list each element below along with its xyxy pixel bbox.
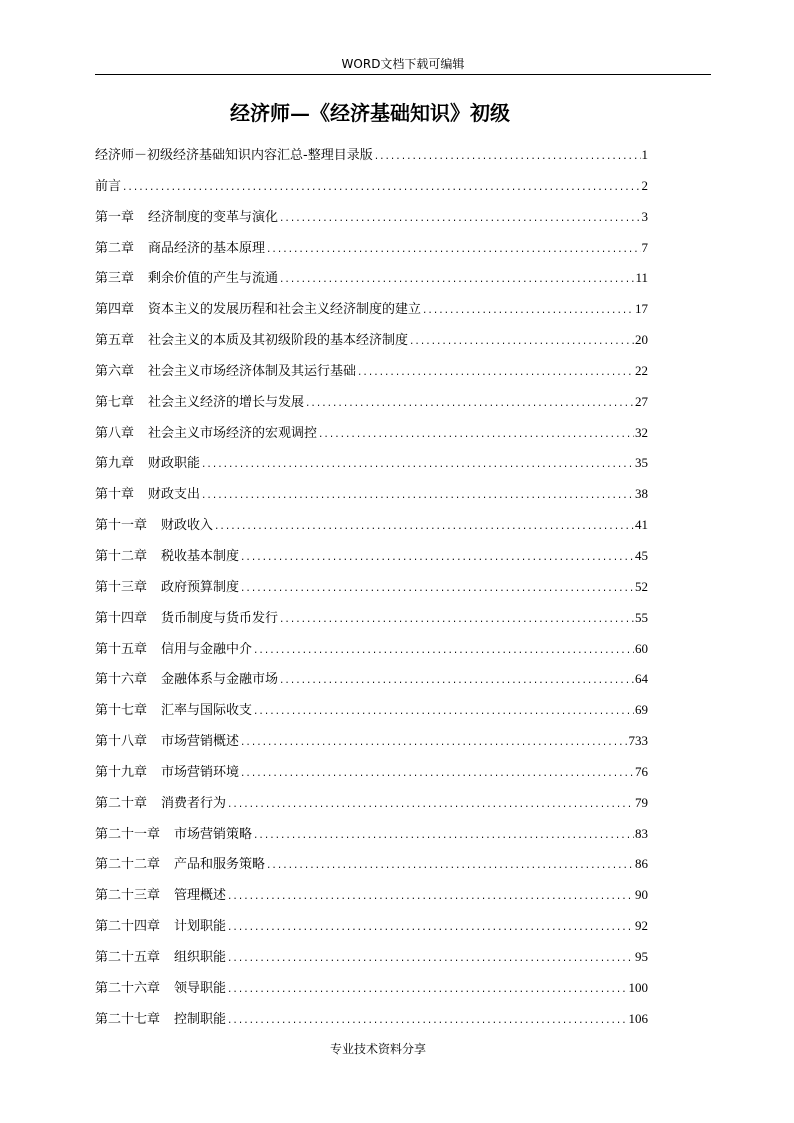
toc-entry[interactable] (95, 297, 648, 328)
toc-entry[interactable] (95, 760, 648, 791)
toc-dot-leader (227, 947, 634, 971)
toc-entry[interactable] (95, 205, 648, 236)
toc-entry-title: 税收基本制度 (161, 548, 240, 564)
toc-chapter-number: 第二十章 (95, 795, 148, 811)
toc-dot-leader (409, 330, 634, 354)
toc-page-number: 11 (635, 270, 648, 286)
toc-dot-leader (279, 268, 634, 292)
toc-page-number: 35 (635, 455, 648, 471)
toc-entry-title: 经济师－初级经济基础知识内容汇总-整理目录版 (95, 148, 373, 163)
toc-page-number: 32 (635, 424, 648, 440)
toc-page-number: 41 (635, 517, 648, 533)
toc-page-number: 86 (635, 856, 648, 872)
toc-dot-leader (279, 207, 640, 231)
toc-dot-leader (240, 577, 634, 601)
toc-dot-leader (374, 145, 641, 169)
toc-dot-leader (240, 731, 627, 755)
toc-chapter-number: 第三章 (95, 271, 135, 287)
toc-chapter-number: 第十七章 (95, 703, 148, 719)
toc-entry-title: 剩余价值的产生与流通 (148, 271, 279, 287)
toc-entry[interactable] (95, 266, 648, 297)
toc-entry-title: 货币制度与货币发行 (161, 610, 279, 626)
toc-dot-leader (240, 546, 634, 570)
toc-dot-leader (266, 854, 634, 878)
toc-entry-title: 社会主义的本质及其初级阶段的基本经济制度 (148, 333, 409, 349)
toc-entry[interactable] (95, 451, 648, 482)
toc-chapter-number: 第四章 (95, 302, 135, 318)
toc-page-number: 106 (628, 1010, 648, 1026)
toc-page-number: 90 (635, 887, 648, 903)
toc-chapter-number: 第五章 (95, 333, 135, 349)
toc-chapter-number: 第十九章 (95, 764, 148, 780)
toc-page-number: 45 (635, 547, 648, 563)
toc-entry[interactable] (95, 390, 648, 421)
toc-entry-title: 管理概述 (174, 888, 227, 904)
toc-page-number: 27 (635, 393, 648, 409)
toc-entry[interactable] (95, 482, 648, 513)
toc-chapter-number: 第十六章 (95, 672, 148, 688)
toc-entry-title: 社会主义市场经济的宏观调控 (148, 425, 318, 441)
header-divider (95, 74, 711, 75)
toc-page-number: 733 (628, 733, 648, 749)
toc-entry-title: 市场营销环境 (161, 764, 240, 780)
toc-dot-leader (357, 361, 634, 385)
toc-chapter-number: 第十一章 (95, 518, 148, 534)
toc-page-number: 60 (635, 640, 648, 656)
toc-chapter-number: 第二十六章 (95, 980, 161, 996)
toc-chapter-number: 第二章 (95, 240, 135, 256)
toc-page-number: 100 (628, 979, 648, 995)
toc-chapter-number: 第十四章 (95, 610, 148, 626)
toc-page-number: 38 (635, 486, 648, 502)
toc-chapter-number: 第十八章 (95, 734, 148, 750)
toc-entry[interactable] (95, 328, 648, 359)
toc-page-number: 95 (635, 948, 648, 964)
toc-dot-leader (253, 639, 634, 663)
toc-chapter-number: 第二十一章 (95, 826, 161, 842)
toc-entry[interactable] (95, 883, 648, 914)
toc-page-number: 52 (635, 578, 648, 594)
toc-entry-title: 市场营销概述 (161, 734, 240, 750)
toc-chapter-number: 第二十二章 (95, 857, 161, 873)
toc-page-number: 92 (635, 918, 648, 934)
toc-chapter-number: 第二十五章 (95, 949, 161, 965)
toc-entry-title: 财政支出 (148, 487, 201, 503)
toc-dot-leader (240, 762, 634, 786)
toc-chapter-number: 第八章 (95, 425, 135, 441)
toc-chapter-number: 第十三章 (95, 579, 148, 595)
toc-dot-leader (201, 453, 634, 477)
toc-chapter-number: 第二十七章 (95, 1011, 161, 1027)
toc-entry-title: 组织职能 (174, 949, 227, 965)
toc-dot-leader (279, 669, 634, 693)
toc-dot-leader (305, 392, 634, 416)
toc-page-number: 55 (635, 609, 648, 625)
toc-entry[interactable] (95, 513, 648, 544)
toc-dot-leader (227, 1009, 627, 1033)
toc-entry[interactable] (95, 575, 648, 606)
toc-chapter-number: 第十五章 (95, 641, 148, 657)
toc-entry-title: 前言 (95, 178, 122, 194)
toc-entry-title: 财政职能 (148, 456, 201, 472)
toc-entry[interactable] (95, 236, 648, 267)
toc-dot-leader (318, 423, 634, 447)
toc-entry[interactable] (95, 976, 648, 1007)
toc-page-number: 17 (635, 301, 648, 317)
toc-entry-title: 社会主义经济的增长与发展 (148, 394, 305, 410)
toc-entry[interactable] (95, 544, 648, 575)
toc-entry[interactable] (95, 822, 648, 853)
toc-entry[interactable] (95, 914, 648, 945)
toc-page-number: 83 (635, 825, 648, 841)
toc-chapter-number: 第二十四章 (95, 919, 161, 935)
toc-entry[interactable] (95, 359, 648, 390)
toc-page-number: 64 (635, 671, 648, 687)
toc-entry[interactable] (95, 945, 648, 976)
table-of-contents (95, 143, 648, 1037)
toc-entry[interactable] (95, 667, 648, 698)
toc-entry-title: 控制职能 (174, 1011, 227, 1027)
toc-entry[interactable] (95, 606, 648, 637)
toc-dot-leader (279, 608, 634, 632)
toc-page-number: 7 (641, 239, 648, 255)
toc-entry[interactable] (95, 637, 648, 668)
toc-page-number: 20 (635, 332, 648, 348)
toc-page-number: 76 (635, 763, 648, 779)
toc-page-number: 3 (641, 208, 648, 224)
toc-page-number: 22 (635, 362, 648, 378)
toc-dot-leader (227, 916, 634, 940)
toc-entry-title: 市场营销策略 (174, 826, 253, 842)
toc-dot-leader (227, 885, 634, 909)
toc-dot-leader (227, 978, 627, 1002)
toc-entry-title: 产品和服务策略 (174, 857, 266, 873)
toc-entry-title: 财政收入 (161, 518, 214, 534)
toc-dot-leader (253, 824, 634, 848)
toc-entry-title: 计划职能 (174, 919, 227, 935)
page-header: WORD文档下载可编辑 (341, 57, 465, 71)
toc-entry-title: 汇率与国际收支 (161, 703, 253, 719)
toc-chapter-number: 第二十三章 (95, 888, 161, 904)
toc-entry[interactable] (95, 421, 648, 452)
toc-page-number: 2 (641, 177, 648, 193)
toc-chapter-number: 第九章 (95, 456, 135, 472)
page-footer: 专业技术资料分享 (329, 1042, 426, 1056)
toc-entry-title: 资本主义的发展历程和社会主义经济制度的建立 (148, 302, 422, 318)
toc-entry[interactable] (95, 1007, 648, 1038)
toc-entry-title: 商品经济的基本原理 (148, 240, 266, 256)
toc-entry-title: 金融体系与金融市场 (161, 672, 279, 688)
document-title: 经济师—《经济基础知识》初级 (230, 101, 510, 125)
toc-entry-title: 领导职能 (174, 980, 227, 996)
toc-dot-leader (214, 515, 634, 539)
toc-entry[interactable] (95, 791, 648, 822)
toc-entry-title: 经济制度的变革与演化 (148, 209, 279, 225)
toc-entry-title: 消费者行为 (161, 795, 227, 811)
toc-entry[interactable] (95, 698, 648, 729)
toc-page-number: 79 (635, 794, 648, 810)
toc-entry[interactable] (95, 174, 648, 205)
toc-chapter-number: 第十章 (95, 487, 135, 503)
toc-entry[interactable] (95, 143, 648, 174)
toc-chapter-number: 第一章 (95, 209, 135, 225)
toc-entry-title: 政府预算制度 (161, 579, 240, 595)
toc-entry[interactable] (95, 729, 648, 760)
toc-entry[interactable] (95, 852, 648, 883)
toc-dot-leader (266, 238, 640, 262)
toc-entry-title: 社会主义市场经济体制及其运行基础 (148, 363, 357, 379)
toc-dot-leader (422, 299, 634, 323)
toc-chapter-number: 第十二章 (95, 548, 148, 564)
toc-dot-leader (201, 484, 634, 508)
toc-entry-title: 信用与金融中介 (161, 641, 253, 657)
toc-dot-leader (122, 176, 640, 200)
toc-dot-leader (253, 700, 634, 724)
toc-dot-leader (227, 793, 634, 817)
toc-chapter-number: 第六章 (95, 363, 135, 379)
toc-page-number: 1 (641, 147, 648, 162)
toc-page-number: 69 (635, 702, 648, 718)
toc-chapter-number: 第七章 (95, 394, 135, 410)
